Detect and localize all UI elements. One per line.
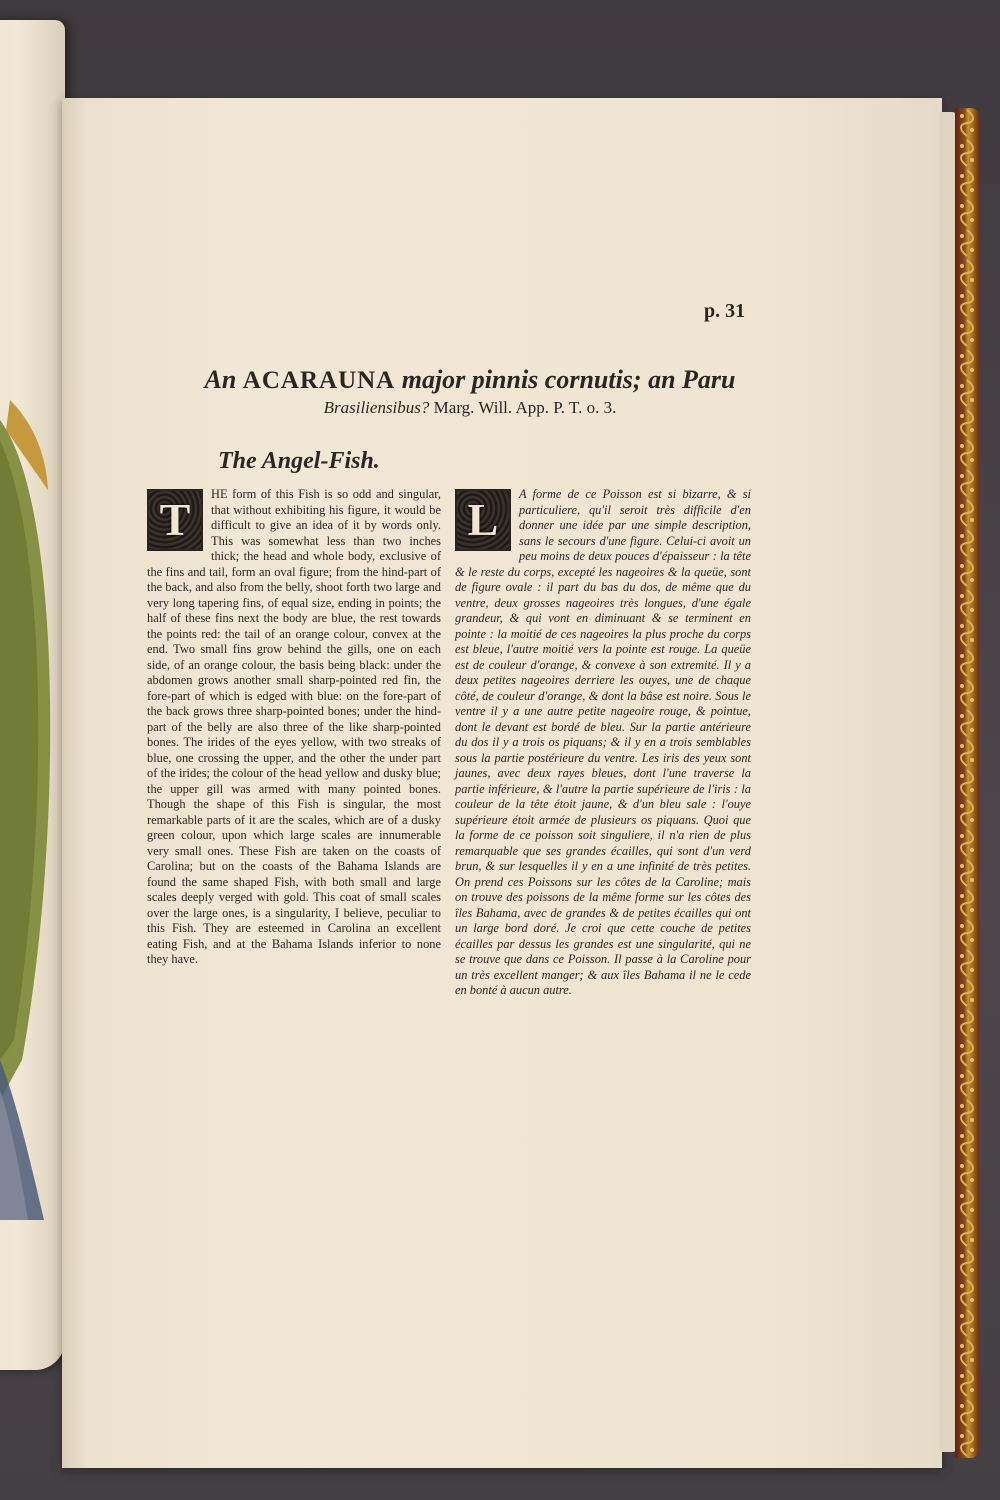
english-dropcap-letter: T <box>159 494 191 546</box>
fish-illustration <box>0 400 60 1220</box>
title-genus: ACARAUNA <box>242 367 396 394</box>
binding-ornament-icon <box>955 108 979 1458</box>
page-number: p. 31 <box>704 300 746 322</box>
french-dropcap <box>455 489 511 551</box>
english-dropcap <box>147 489 203 551</box>
title-prefix: An <box>204 365 243 394</box>
title-reference-citation: Marg. Will. App. P. T. o. 3. <box>429 398 617 417</box>
french-text: A forme de ce Poisson est si bizarre, & si particuliere, qu'il seroit très difficile d'en donner une idée par une simple description, sans le secours d'une figure. Celui-ci avoit un peu moins de deux pouces d'épaisseur : la tête & le reste du corps, excepté les nageoires & la queüe, sont de figure ovale : il part du bas du dos, de même que du ventre, deux grosses nageoires très longues, d'une égale grandeur, & qui vont en diminuant & se terminent en pointe : la moitié de ces nageoires la plus proche du corps est bleue, l'autre moitié vers la pointe est rouge. La queüe est de couleur d'orange, & convexe à son extremité. Il y a deux petites nageoires derriere les ouyes, une de chaque côté, de couleur d'orange, & dont la bâse est noire. Sous le ventre il y a une autre petite nageoire rouge, & pointue, dont le devant est bordé de bleu. Sur la partie antérieure du dos il y a trois os piquans; & il y en a trois semblables sous la partie postérieure du ventre. Les iris des yeux sont jaunes, avec deux rayes bleues, dont l'une traverse la partie inférieure, & l'autre la partie supérieure de l'iris : la couleur de la tête étoit jaune, & d'un bleu sale : l'ouye supérieure étoit armée de plusieurs os piquans. Quoi que la forme de ce poisson soit singuliere, il n'a rien de plus remarquable que ses grandes écailles, qui sont d'un verd brun, & sur lesquelles il y en a une infinité de très petites. On prend ces Poissons sur les côtes de la Caroline; mais on trouve des poissons de la même forme sur les côtes des îles Bahama, avec de grandes & de petites écailles qui ont un large bord doré. Je croi que cette couche de petites écailles par dessus les grandes est une singularité, qui ne se trouve que dans ce Poisson. Il passe à la Caroline pour un très excellent manger; & aux îles Bahama il ne le cede en bonté à aucun autre. <box>455 487 751 997</box>
gilt-binding <box>955 108 979 1458</box>
title-reference-italic: Brasiliensibus? <box>323 398 430 417</box>
english-text: HE form of this Fish is so odd and singular, that without exhibiting his figure, it would be difficult to give an idea of it by words only. This was somewhat less than two inches thick; the head and whole body, exclusive of the fins and tail, form an oval figure; from the hind-part of the back, and also from the belly, shoot forth two large and very long tapering fins, of equal size, ending in points; the half of these fins next the body are blue, the rest towards the points red: the tail of an orange colour, convex at the end. Two small fins grow behind the gills, one on each side, of an orange colour, the basis being black: under the abdomen grows another small sharp-pointed red fin, the fore-part of which is edged with blue: on the fore-part of the back grows three sharp-pointed bones; under the hind-part of the belly are also three of the like sharp-pointed bones. The irides of the eyes yellow, with two streaks of blue, one crossing the upper, and the other the under part of the irides; the colour of the head yellow and dusky blue; the upper gill was armed with many pointed bones. Though the shape of this Fish is singular, the most remarkable parts of it are the scales, which are of a dusky green colour, upon which large scales are innumerable very small ones. These Fish are taken on the coasts of Carolina; but on the coasts of the Bahama Islands are found the same shaped Fish, with both small and large scales deeply verged with gold. This coat of small scales over the large ones, is a singularity, I believe, peculiar to this Fish. They are esteemed in Carolina an excellent eating Fish, and at the Bahama Islands inferior to none they have. <box>147 487 441 966</box>
english-column <box>147 487 441 968</box>
title <box>150 365 790 395</box>
french-column <box>455 487 751 999</box>
subtitle: The Angel-Fish. <box>218 448 380 474</box>
title-reference <box>150 398 790 418</box>
french-dropcap-letter: L <box>467 494 499 546</box>
title-suffix: major pinnis cornutis; an Paru <box>395 365 736 394</box>
